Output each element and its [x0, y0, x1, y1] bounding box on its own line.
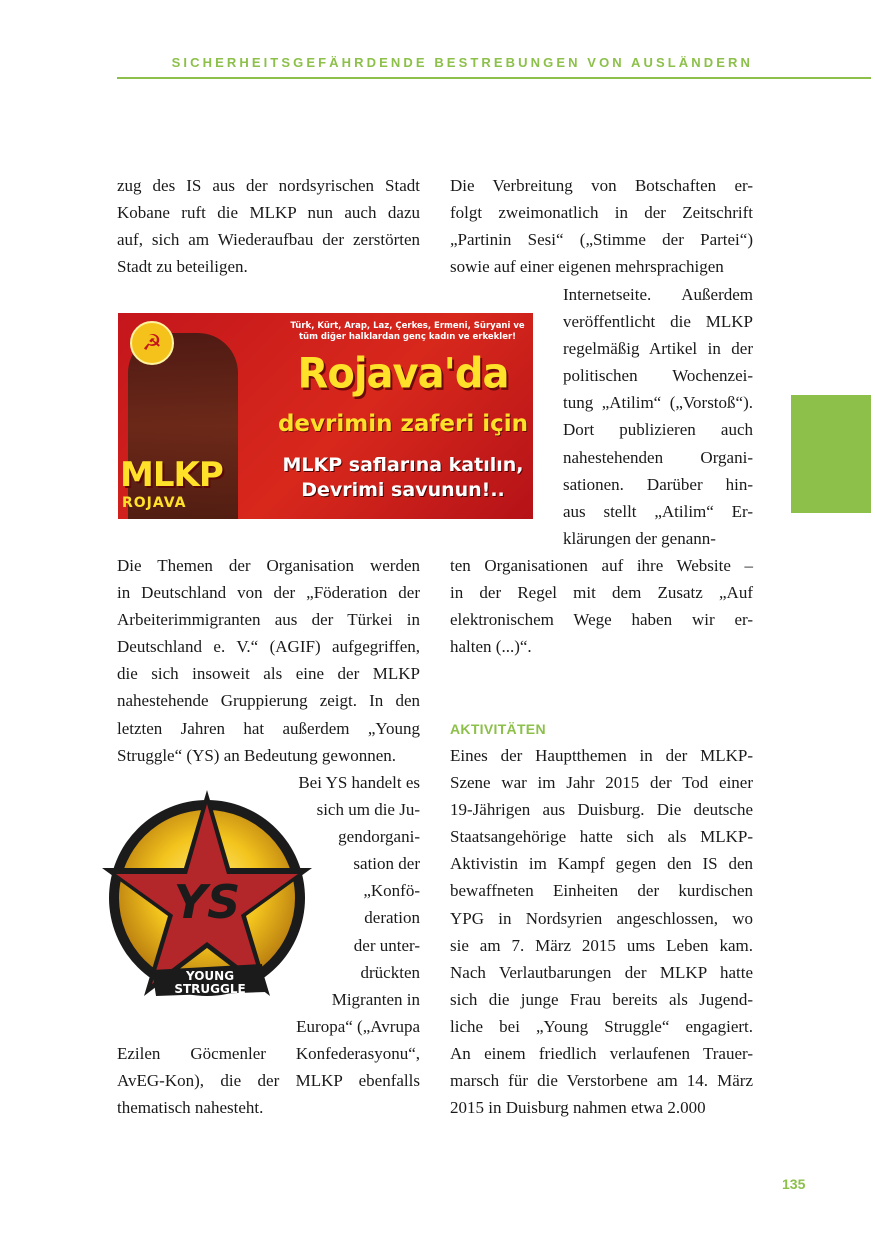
text-line: ten Organisationen auf ihre Website – [450, 556, 753, 575]
text-line: die sich insoweit als eine der MLKP [117, 664, 420, 684]
poster-call-line-2: Devrimi savunun!.. [301, 479, 505, 501]
text-line: „Partinin Sesi“ („Stimme der Partei“) [450, 230, 753, 250]
text-line: Nach Verlautbarungen der MLKP hatte [450, 962, 753, 982]
text-line: AvEG-Kon), die der MLKP ebenfalls [117, 1071, 420, 1091]
text-line: Struggle“ (YS) an Bedeutung gewonnen. [117, 745, 397, 765]
poster-top-line-2: tüm diğer halklardan genç kadın ve erkekler! [298, 332, 517, 342]
text-line: Szene war im Jahr 2015 der Tod einer [450, 773, 753, 793]
text-line: Ezilen Göcmenler Konfederasyonu“, [117, 1044, 420, 1063]
section-heading-aktivitaeten: AKTIVITÄTEN [450, 721, 546, 737]
paragraph-right-bottom [450, 742, 753, 1121]
paragraph-right-top [450, 172, 753, 280]
chapter-tab [791, 395, 871, 513]
text-line: Dort publizieren auch [563, 420, 753, 440]
poster-region: ROJAVA [122, 495, 187, 511]
text-line: nahestehenden Organi- [563, 447, 753, 467]
paragraph-right-mid [450, 552, 753, 660]
text-line: liche bei „Young Struggle“ engagiert. [450, 1016, 753, 1036]
hammer-sickle-emblem-icon: ☭ [130, 321, 174, 365]
text-line: gendorgani- [338, 827, 420, 847]
logo-initials: YS [173, 875, 241, 929]
text-line: tung „Atilim“ („Vorstoß“). [563, 393, 753, 413]
text-line: in der Regel mit dem Zusatz „Auf [450, 583, 753, 603]
text-line: „Konfö- [363, 881, 420, 901]
poster-top-text [286, 321, 529, 343]
text-line: regelmäßig Artikel in der [563, 339, 753, 359]
text-line: bewaffneten Einheiten der kurdischen [450, 881, 753, 901]
text-line: Europa“ („Avrupa [296, 1016, 420, 1036]
text-line: Eines der Hauptthemen in der MLKP- [450, 746, 753, 765]
paragraph-left-top [117, 172, 420, 280]
text-line: YPG in Nordsyrien angeschlossen, wo [450, 908, 753, 928]
logo-ribbon-struggle: STRUGGLE [174, 982, 246, 996]
poster-call [263, 453, 533, 503]
text-line: thematisch nahesteht. [117, 1098, 264, 1118]
text-line: sation der [353, 854, 420, 874]
text-line: marsch für die Verstorbene am 14. März [450, 1071, 753, 1091]
young-struggle-logo [100, 788, 314, 1003]
text-line: Staatsangehörige hatte sich als MLKP- [450, 827, 753, 847]
text-line: sowie auf einer eigenen mehrsprachigen [450, 257, 724, 277]
text-line: folgt zweimonatlich in der Zeitschrift [450, 203, 753, 223]
text-line: sich die junge Frau bereits als Jugend- [450, 989, 753, 1009]
poster-subline: devrimin zaferi için [277, 411, 529, 437]
logo-ribbon-young: YOUNG [185, 969, 235, 983]
text-line: halten (...)“. [450, 637, 532, 657]
text-line: drückten [360, 962, 420, 982]
text-line: der unter- [353, 935, 420, 955]
mlkp-poster-image [118, 313, 533, 519]
paragraph-left-bottom [117, 1040, 420, 1121]
text-line: 19-Jährigen aus Duisburg. Die deutsche [450, 800, 753, 820]
text-line: Stadt zu beteiligen. [117, 257, 248, 277]
text-line: sie am 7. März 2015 ums Leben kam. [450, 935, 753, 955]
text-line: Internetseite. Außerdem [563, 285, 753, 304]
poster-brand: MLKP [120, 455, 223, 495]
text-line: Deutschland e. V.“ (AGIF) aufgegriffen, [117, 637, 420, 657]
text-line: 2015 in Duisburg nahmen etwa 2.000 [450, 1098, 706, 1118]
text-line: Bei YS handelt es [298, 773, 420, 792]
paragraph-left-mid [117, 552, 420, 769]
text-line: Migranten in [331, 989, 420, 1009]
text-line: Kobane ruft die MLKP nun auch dazu [117, 203, 420, 223]
text-line: auf, sich am Wiederaufbau der zerstörten [117, 230, 420, 250]
text-line: aus stellt „Atilim“ Er- [563, 501, 753, 521]
poster-headline: Rojava'da [297, 349, 509, 399]
text-line: politischen Wochenzei- [563, 366, 753, 386]
text-line: veröffentlicht die MLKP [563, 312, 753, 332]
header-title: SICHERHEITSGEFÄHRDENDE BESTREBUNGEN VON AUSLÄNDERN [171, 55, 753, 70]
text-line: zug des IS aus der nordsyrischen Stadt [117, 176, 420, 195]
text-line: An einem friedlich verlaufenen Trauer- [450, 1044, 753, 1064]
text-line: Die Themen der Organisation werden [117, 556, 420, 575]
text-line: letzten Jahren hat außerdem „Young [117, 718, 420, 738]
text-line: nahestehende Gruppierung zeigt. In den [117, 691, 420, 711]
text-line: in Deutschland von der „Föderation der [117, 583, 420, 603]
text-line: Die Verbreitung von Botschaften er- [450, 176, 753, 195]
running-header [117, 53, 871, 79]
text-line: deration [364, 908, 420, 928]
poster-top-line-1: Türk, Kürt, Arap, Laz, Çerkes, Ermeni, Süryani ve [290, 321, 525, 331]
text-line: sich um die Ju- [316, 800, 420, 820]
text-line: elektronischem Wege haben wir er- [450, 610, 753, 630]
text-line: Aktivistin im Kampf gegen den IS den [450, 854, 753, 874]
poster-call-line-1: MLKP saflarına katılın, [282, 454, 524, 476]
text-line: Arbeiterimmigranten aus der Türkei in [117, 610, 420, 630]
text-line: sationen. Darüber hin- [563, 474, 753, 494]
paragraph-right-wrap [563, 281, 753, 552]
page-number: 135 [782, 1176, 806, 1192]
text-line: klärungen der genann- [563, 528, 716, 548]
